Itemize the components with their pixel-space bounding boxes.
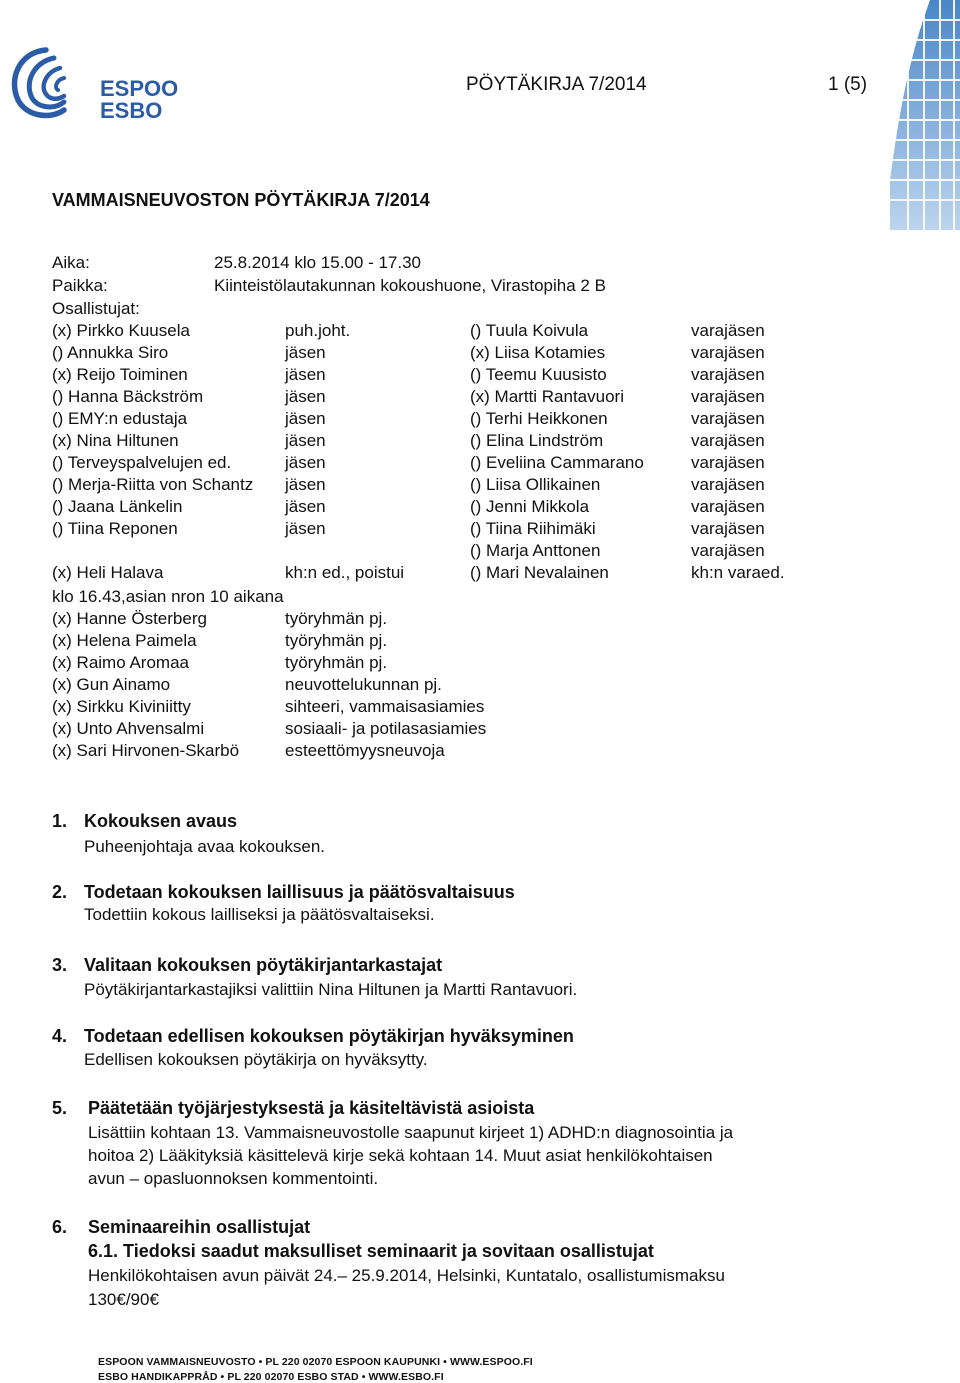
participant-role: kh:n ed., poistui bbox=[285, 563, 405, 582]
other-participant-name: (x) Raimo Aromaa bbox=[52, 653, 189, 672]
other-participant-name: (x) Sari Hirvonen-Skarbö bbox=[52, 741, 240, 760]
heli-note: klo 16.43,asian nron 10 aikana bbox=[52, 587, 284, 606]
other-participant-name: (x) Helena Paimela bbox=[52, 631, 197, 650]
section-number: 2. bbox=[52, 882, 68, 902]
section-body-line: Henkilökohtaisen avun päivät 24.– 25.9.2014, Helsinki, Kuntatalo, osallistumismaksu bbox=[88, 1266, 725, 1285]
aika-label: Aika: bbox=[52, 253, 90, 272]
footer-line-fi: ESPOON VAMMAISNEUVOSTO • PL 220 02070 ESPOON KAUPUNKI • WWW.ESPOO.FI bbox=[98, 1356, 533, 1368]
participant-role: jäsen bbox=[285, 365, 326, 384]
deputy-name: () Liisa Ollikainen bbox=[470, 475, 601, 494]
participant-name: () Terveyspalvelujen ed. bbox=[52, 453, 232, 472]
deputy-name: () Jenni Mikkola bbox=[470, 497, 590, 516]
participant-role: jäsen bbox=[285, 431, 326, 450]
section-title: Todetaan kokouksen laillisuus ja päätösvaltaisuus bbox=[84, 882, 515, 902]
participant-name: () Hanna Bäckström bbox=[52, 387, 204, 406]
deputy-name: () Elina Lindström bbox=[470, 431, 604, 450]
other-participant-role: sihteeri, vammaisasiamies bbox=[285, 697, 485, 716]
other-participant-name: (x) Unto Ahvensalmi bbox=[52, 719, 205, 738]
participant-name: () Merja-Riitta von Schantz bbox=[52, 475, 254, 494]
deputy-role: varajäsen bbox=[691, 475, 765, 494]
section-number: 6. bbox=[52, 1217, 68, 1237]
deputy-role: varajäsen bbox=[691, 497, 765, 516]
participant-role: jäsen bbox=[285, 497, 326, 516]
decorative-corner-graphic bbox=[868, 0, 960, 235]
section-title: Todetaan edellisen kokouksen pöytäkirjan hyväksyminen bbox=[84, 1026, 574, 1046]
deputy-role: varajäsen bbox=[691, 321, 765, 340]
other-participant-role: työryhmän pj. bbox=[285, 609, 388, 628]
other-participant-role: neuvottelukunnan pj. bbox=[285, 675, 442, 694]
decorative-grid-icon bbox=[868, 0, 960, 230]
deputy-role: kh:n varaed. bbox=[691, 563, 785, 582]
subsection-title: 6.1. Tiedoksi saadut maksulliset seminaarit ja sovitaan osallistujat bbox=[88, 1241, 654, 1261]
section-title: Kokouksen avaus bbox=[84, 811, 238, 831]
other-participant-name: (x) Hanne Österberg bbox=[52, 609, 207, 628]
section-title: Valitaan kokouksen pöytäkirjantarkastajat bbox=[84, 955, 443, 975]
section-body: Pöytäkirjantarkastajiksi valittiin Nina Hiltunen ja Martti Rantavuori. bbox=[84, 980, 578, 999]
deputy-name: () Tiina Riihimäki bbox=[470, 519, 596, 538]
other-participant-role: työryhmän pj. bbox=[285, 653, 388, 672]
participant-role: jäsen bbox=[285, 453, 326, 472]
section-number: 5. bbox=[52, 1098, 68, 1118]
aika-value: 25.8.2014 klo 15.00 - 17.30 bbox=[214, 253, 421, 272]
other-participant-name: (x) Sirkku Kiviniitty bbox=[52, 697, 191, 716]
participant-name: (x) Nina Hiltunen bbox=[52, 431, 179, 450]
section-body-line: 130€/90€ bbox=[88, 1290, 159, 1309]
other-participant-role: esteettömyysneuvoja bbox=[285, 741, 445, 760]
deputy-name: (x) Liisa Kotamies bbox=[470, 343, 606, 362]
deputy-role: varajäsen bbox=[691, 541, 765, 560]
deputy-name: () Tuula Koivula bbox=[470, 321, 589, 340]
participant-name: () Tiina Reponen bbox=[52, 519, 178, 538]
logo-text-espoo: ESPOO bbox=[100, 76, 179, 101]
participant-name: () EMY:n edustaja bbox=[52, 409, 188, 428]
deputy-role: varajäsen bbox=[691, 453, 765, 472]
participant-name: (x) Pirkko Kuusela bbox=[52, 321, 190, 340]
deputy-role: varajäsen bbox=[691, 387, 765, 406]
other-participant-role: sosiaali- ja potilasasiamies bbox=[285, 719, 487, 738]
page-number: 1 (5) bbox=[828, 74, 868, 95]
participant-role: puh.joht. bbox=[285, 321, 351, 340]
deputy-name: () Terhi Heikkonen bbox=[470, 409, 608, 428]
paikka-label: Paikka: bbox=[52, 276, 108, 295]
section-number: 1. bbox=[52, 811, 68, 831]
section-number: 4. bbox=[52, 1026, 68, 1046]
page-title: VAMMAISNEUVOSTON PÖYTÄKIRJA 7/2014 bbox=[52, 190, 430, 210]
participant-role: jäsen bbox=[285, 519, 326, 538]
section-title: Seminaareihin osallistujat bbox=[88, 1217, 311, 1237]
section-number: 3. bbox=[52, 955, 68, 975]
deputy-name: () Marja Anttonen bbox=[470, 541, 601, 560]
participant-name: () Annukka Siro bbox=[52, 343, 169, 362]
deputy-role: varajäsen bbox=[691, 365, 765, 384]
section-body-line: Lisättiin kohtaan 13. Vammaisneuvostolle saapunut kirjeet 1) ADHD:n diagnosointia ja bbox=[88, 1123, 734, 1142]
logo-text-esbo: ESBO bbox=[100, 98, 163, 123]
section-title: Päätetään työjärjestyksestä ja käsiteltävistä asioista bbox=[88, 1098, 535, 1118]
deputy-name: (x) Martti Rantavuori bbox=[470, 387, 624, 406]
doc-header-title: PÖYTÄKIRJA 7/2014 bbox=[466, 74, 647, 95]
other-participant-role: työryhmän pj. bbox=[285, 631, 388, 650]
section-body: Edellisen kokouksen pöytäkirja on hyväksytty. bbox=[84, 1050, 428, 1069]
participant-name: () Jaana Länkelin bbox=[52, 497, 183, 516]
deputy-role: varajäsen bbox=[691, 409, 765, 428]
espoo-logo bbox=[6, 44, 186, 129]
other-participant-name: (x) Gun Ainamo bbox=[52, 675, 171, 694]
deputy-name: () Mari Nevalainen bbox=[470, 563, 609, 582]
deputy-role: varajäsen bbox=[691, 519, 765, 538]
deputy-name: () Teemu Kuusisto bbox=[470, 365, 607, 384]
section-body: Puheenjohtaja avaa kokouksen. bbox=[84, 837, 326, 856]
espoo-logo-icon bbox=[6, 44, 186, 124]
section-body: Todettiin kokous lailliseksi ja päätösvaltaiseksi. bbox=[84, 905, 435, 924]
participant-name: (x) Reijo Toiminen bbox=[52, 365, 188, 384]
deputy-role: varajäsen bbox=[691, 343, 765, 362]
osallistujat-label: Osallistujat: bbox=[52, 299, 140, 318]
deputy-role: varajäsen bbox=[691, 431, 765, 450]
deputy-name: () Eveliina Cammarano bbox=[470, 453, 644, 472]
participant-role: jäsen bbox=[285, 387, 326, 406]
participant-role: jäsen bbox=[285, 475, 326, 494]
participant-name: (x) Heli Halava bbox=[52, 563, 164, 582]
participant-role: jäsen bbox=[285, 409, 326, 428]
participant-role: jäsen bbox=[285, 343, 326, 362]
paikka-value: Kiinteistölautakunnan kokoushuone, Virastopiha 2 B bbox=[214, 276, 606, 295]
section-body-line: hoitoa 2) Lääkityksiä käsittelevä kirje sekä kohtaan 14. Muut asiat henkilökohtaisen bbox=[88, 1146, 713, 1165]
footer-line-sv: ESBO HANDIKAPPRÅD • PL 220 02070 ESBO STAD • WWW.ESBO.FI bbox=[98, 1371, 444, 1383]
section-body-line: avun – opasluonnoksen kommentointi. bbox=[88, 1169, 379, 1188]
